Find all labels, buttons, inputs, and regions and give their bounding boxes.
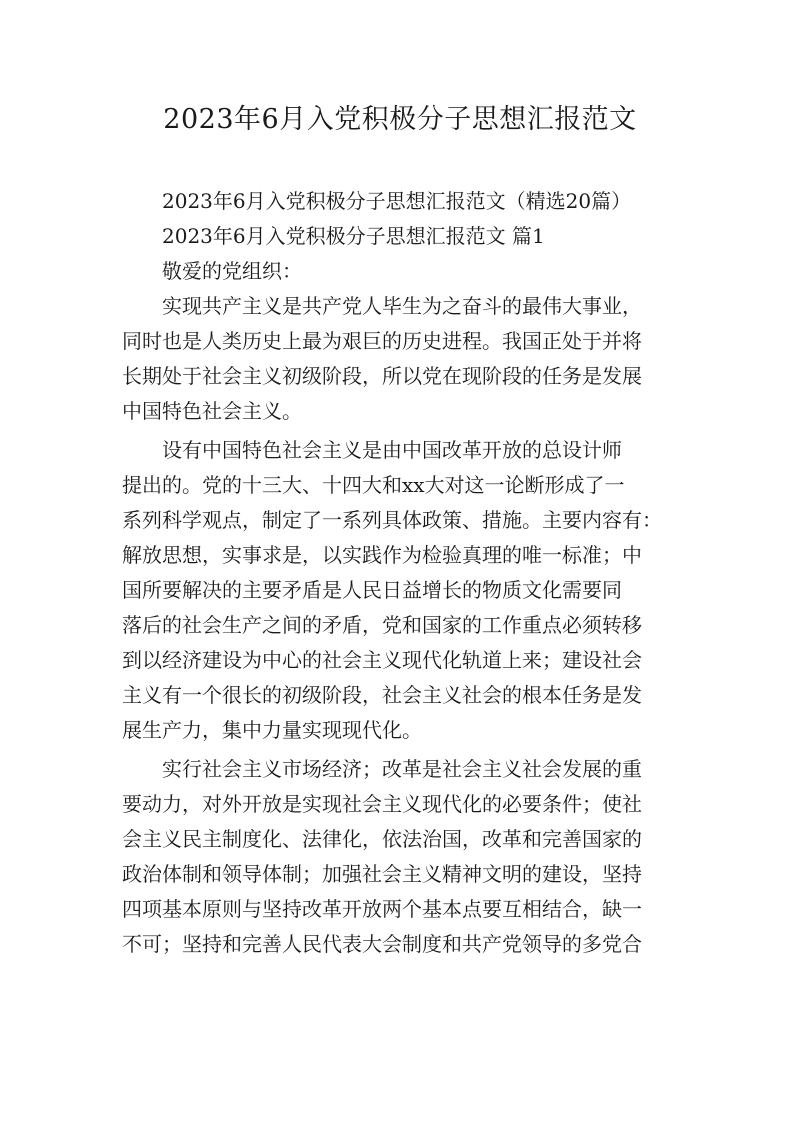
paragraph-line: 实现共产主义是共产党人毕生为之奋斗的最伟大事业， [162, 294, 642, 318]
paragraph-line: 解放思想，实事求是，以实践作为检验真理的唯一标准；中 [122, 543, 642, 567]
paragraph-line: 落后的社会生产之间的矛盾，党和国家的工作重点必须转移 [122, 613, 642, 637]
paragraph-line: 不可；坚持和完善人民代表大会制度和共产党领导的多党合 [122, 932, 642, 956]
paragraph-line: 提出的。党的十三大、十四大和xx大对这一论断形成了一 [122, 473, 625, 497]
salutation: 敬爱的党组织： [162, 259, 302, 283]
paragraph-line: 政治体制和领导体制；加强社会主义精神文明的建设，坚持 [122, 862, 642, 886]
paragraph-line: 系列科学观点，制定了一系列具体政策、措施。主要内容有： [122, 508, 662, 532]
paragraph-line: 实行社会主义市场经济；改革是社会主义社会发展的重 [162, 757, 642, 781]
paragraph-3 [122, 752, 682, 962]
document-title: 2023年6月入党积极分子思想汇报范文 [163, 104, 637, 135]
paragraph-line: 展生产力，集中力量实现现代化。 [122, 718, 422, 742]
paragraph-2 [122, 433, 682, 748]
paragraph-line: 设有中国特色社会主义是由中国改革开放的总设计师 [162, 438, 622, 462]
section-heading: 2023年6月入党积极分子思想汇报范文 篇1 [162, 224, 545, 248]
paragraph-line: 主义有一个很长的初级阶段，社会主义社会的根本任务是发 [122, 683, 642, 707]
paragraph-line: 会主义民主制度化、法律化，依法治国，改革和完善国家的 [122, 827, 642, 851]
paragraph-line: 国所要解决的主要矛盾是人民日益增长的物质文化需要同 [122, 578, 622, 602]
paragraph-line: 要动力，对外开放是实现社会主义现代化的必要条件；使社 [122, 792, 642, 816]
document-subtitle: 2023年6月入党积极分子思想汇报范文（精选20篇） [162, 189, 632, 213]
paragraph-line: 长期处于社会主义初级阶段，所以党在现阶段的任务是发展 [122, 364, 642, 388]
paragraph-line: 同时也是人类历史上最为艰巨的历史进程。我国正处于并将 [122, 329, 642, 353]
paragraph-1 [122, 289, 682, 429]
paragraph-line: 到以经济建设为中心的社会主义现代化轨道上来；建设社会 [122, 648, 642, 672]
paragraph-line: 中国特色社会主义。 [122, 399, 302, 423]
document-body [122, 184, 682, 962]
paragraph-line: 四项基本原则与坚持改革开放两个基本点要互相结合，缺一 [122, 897, 642, 921]
